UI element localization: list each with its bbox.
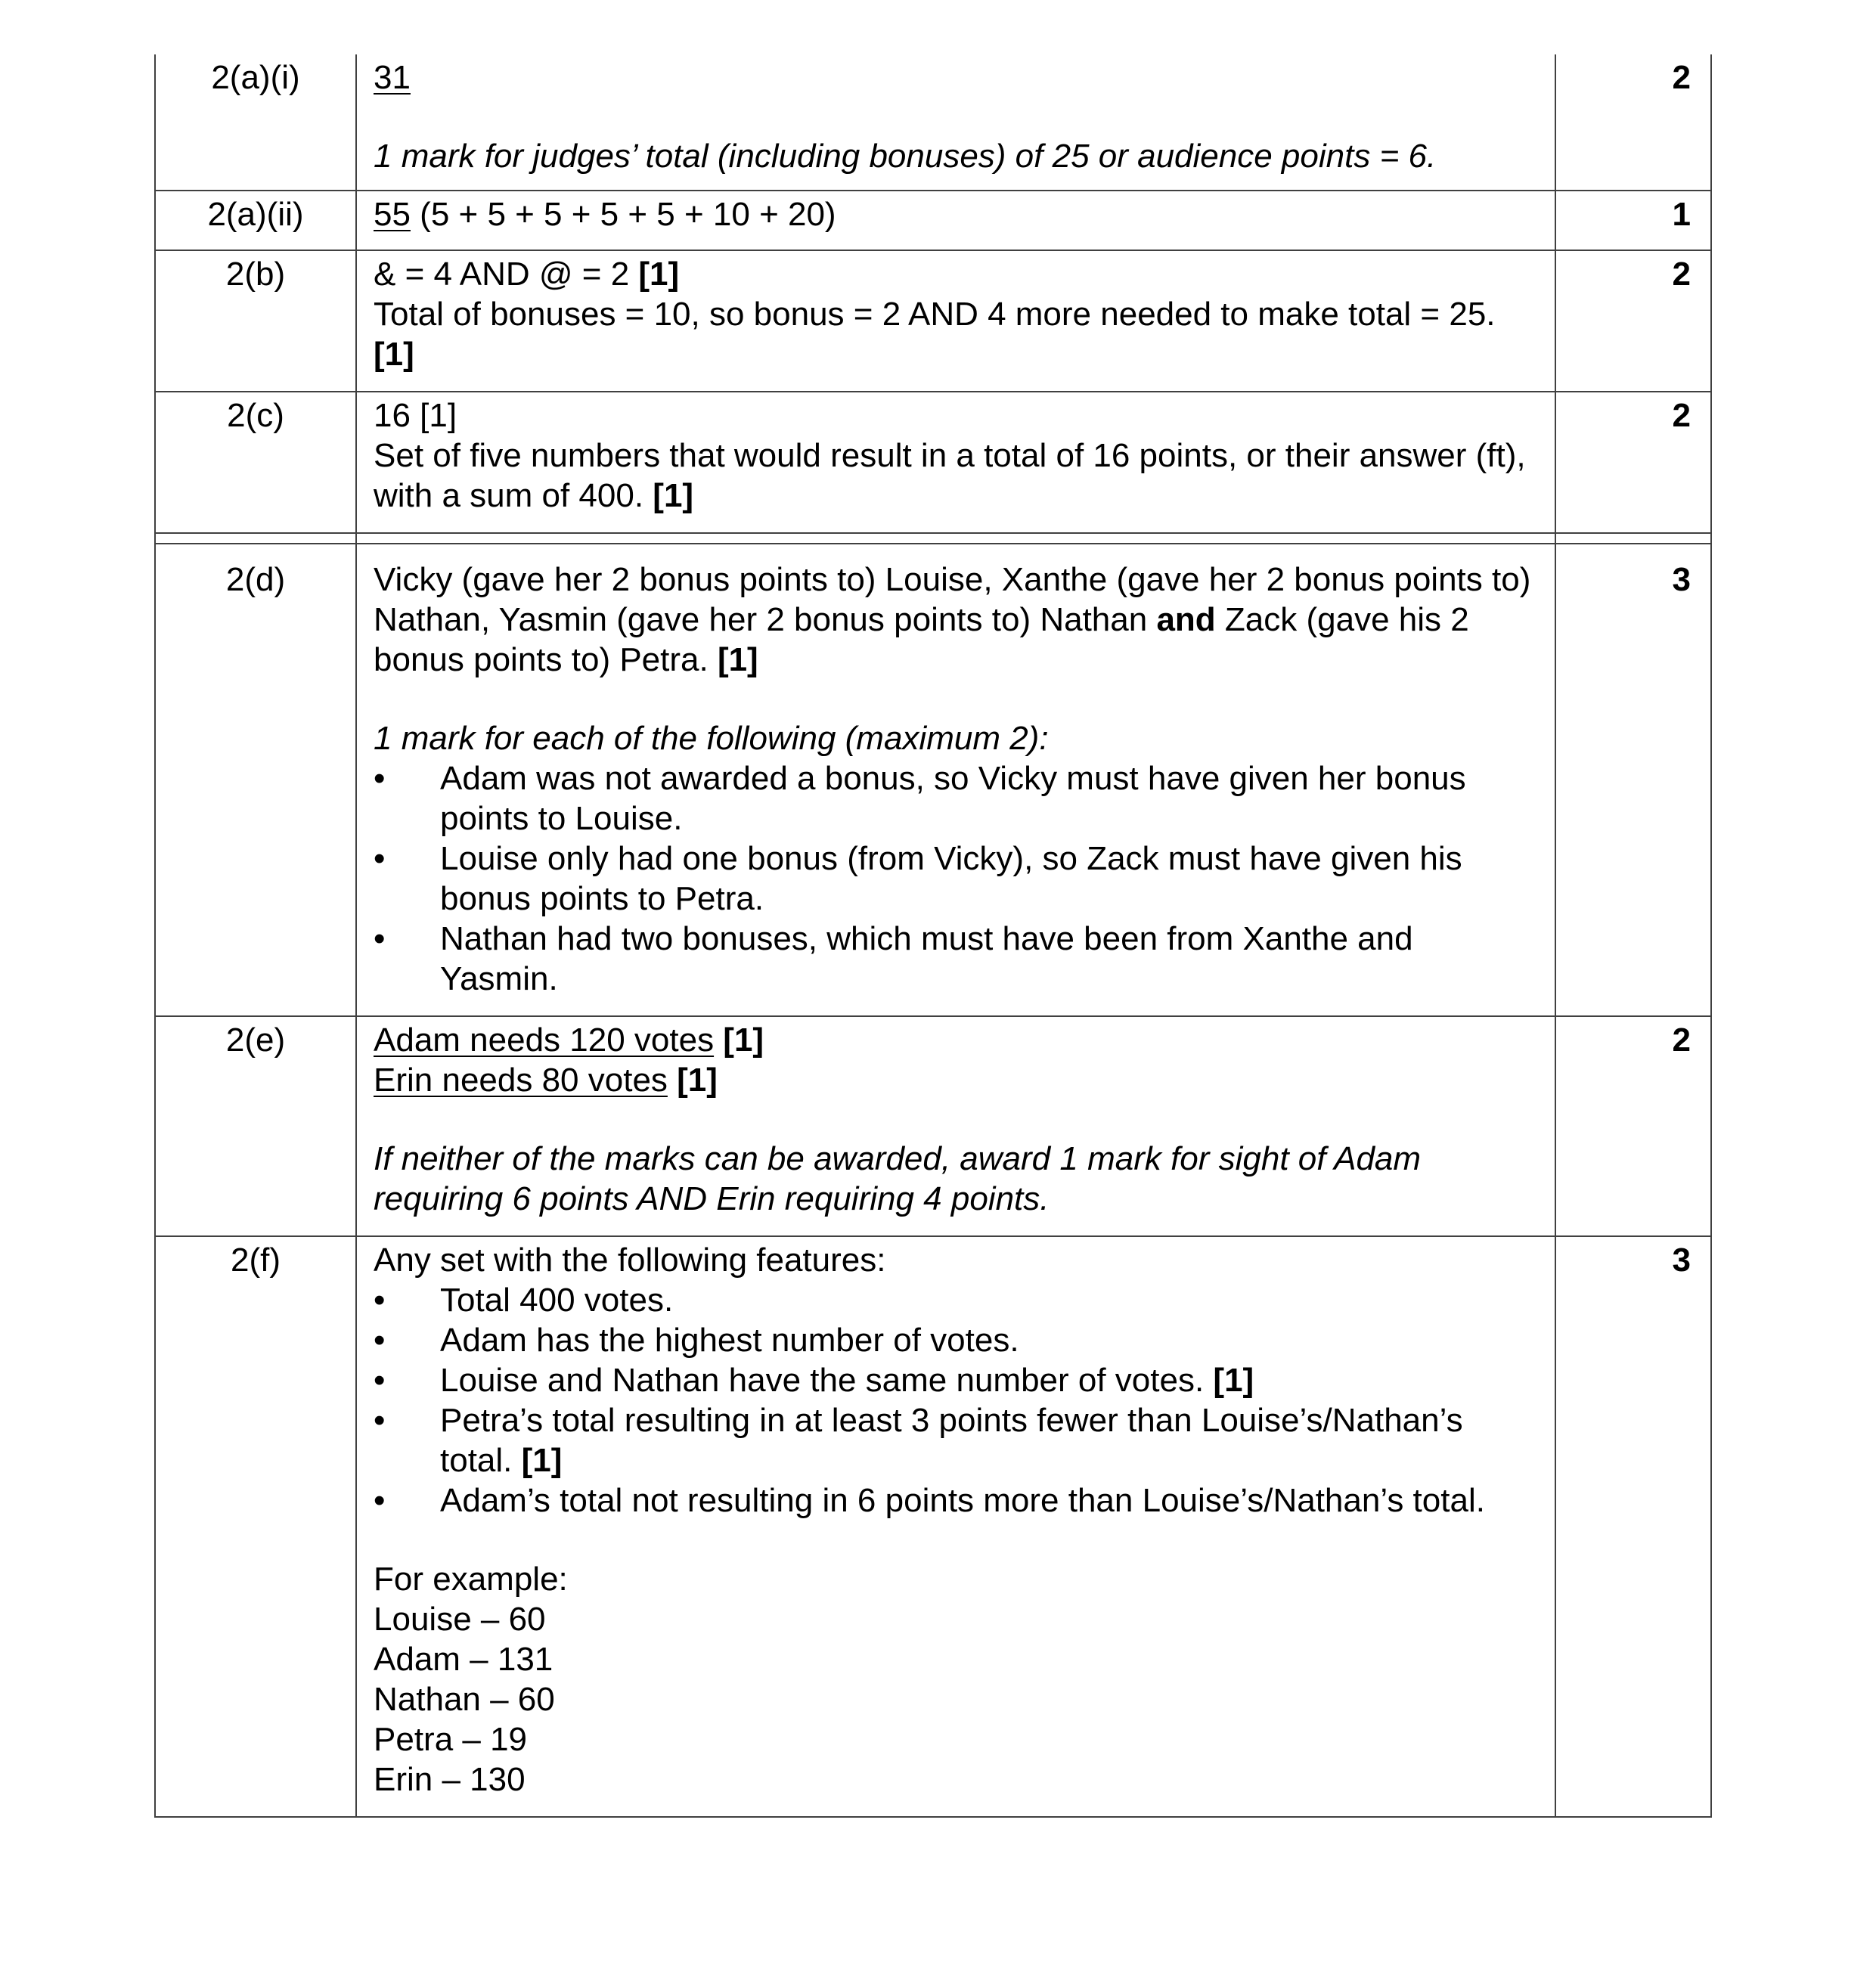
- question-number: 2(d): [155, 544, 356, 1016]
- table-row: [155, 1236, 1711, 1817]
- answer-value: Adam needs 120 votes: [374, 1022, 715, 1059]
- question-number: 2(f): [155, 1236, 356, 1817]
- marks-value: 1: [1555, 191, 1711, 250]
- marks-value: 3: [1555, 1236, 1711, 1817]
- table-row: [155, 191, 1711, 250]
- answer-text: 16 [1]: [374, 397, 457, 434]
- example-label: For example:: [374, 1561, 568, 1598]
- example-line: Petra – 19: [374, 1721, 528, 1758]
- bullet-point: • Total 400 votes.: [374, 1280, 1536, 1320]
- mark-tag: [1]: [638, 256, 680, 293]
- answer-emphasis: and: [1156, 601, 1216, 638]
- table-row: [155, 544, 1711, 1016]
- marking-note: If neither of the marks can be awarded, award 1 mark for sight of Adam requiring 6 points AND Erin requiring 4 points.: [374, 1140, 1422, 1217]
- mark-scheme-table: [154, 54, 1712, 1818]
- table-row: [155, 392, 1711, 533]
- mark-tag: [1]: [717, 641, 758, 678]
- bullet-text: Louise and Nathan have the same number of votes.: [440, 1362, 1214, 1399]
- answer-value: Erin needs 80 votes: [374, 1062, 668, 1099]
- bullet-point: • Louise only had one bonus (from Vicky), so Zack must have given his bonus points to Petra.: [374, 839, 1536, 919]
- question-number: 2(a)(i): [155, 54, 356, 191]
- table-row: [155, 54, 1711, 191]
- marks-value: 2: [1555, 54, 1711, 191]
- example-line: Nathan – 60: [374, 1681, 555, 1718]
- mark-tag: [1]: [521, 1442, 563, 1479]
- mark-tag: [1]: [667, 1062, 718, 1099]
- bullet-point: [374, 1400, 1536, 1480]
- example-line: Louise – 60: [374, 1601, 546, 1638]
- bullet-point: [374, 1360, 1536, 1400]
- mark-tag: [1]: [714, 1022, 764, 1059]
- bullet-text: Petra’s total resulting in at least 3 points fewer than Louise’s/Nathan’s total.: [440, 1402, 1463, 1479]
- bullet-point: • Nathan had two bonuses, which must have been from Xanthe and Yasmin.: [374, 919, 1536, 999]
- marks-value: 2: [1555, 250, 1711, 392]
- marking-note: 1 mark for each of the following (maximum 2):: [374, 720, 1049, 757]
- table-row: [155, 250, 1711, 392]
- question-number: 2(e): [155, 1016, 356, 1236]
- answer-cell: [356, 544, 1555, 1016]
- marks-value: 3: [1555, 544, 1711, 1016]
- answer-value: 55: [374, 196, 411, 233]
- answer-value: 31: [374, 59, 411, 96]
- bullet-point: • Adam’s total not resulting in 6 points more than Louise’s/Nathan’s total.: [374, 1480, 1536, 1521]
- answer-cell: [356, 191, 1555, 250]
- marks-value: 2: [1555, 392, 1711, 533]
- example-line: Erin – 130: [374, 1761, 526, 1798]
- mark-tag: [1]: [1213, 1362, 1254, 1399]
- answer-text: Zack (gave his 2 bonus points to) Petra.: [374, 601, 1469, 678]
- bullet-point: • Adam was not awarded a bonus, so Vicky must have given her bonus points to Louise.: [374, 758, 1536, 839]
- answer-cell: [356, 250, 1555, 392]
- answer-cell: [356, 1236, 1555, 1817]
- mark-tag: [1]: [374, 336, 414, 373]
- example-line: Adam – 131: [374, 1641, 553, 1678]
- answer-text: Set of five numbers that would result in a total of 16 points, or their answer (ft), with a sum of 400.: [374, 437, 1526, 514]
- answer-text: & = 4 AND @ = 2: [374, 256, 639, 293]
- marks-value: 2: [1555, 1016, 1711, 1236]
- answer-cell: [356, 392, 1555, 533]
- answer-working: (5 + 5 + 5 + 5 + 5 + 10 + 20): [410, 196, 836, 233]
- answer-cell: [356, 1016, 1555, 1236]
- question-number: 2(b): [155, 250, 356, 392]
- question-number: 2(c): [155, 392, 356, 533]
- mark-tag: [1]: [653, 477, 694, 514]
- row-divider: [155, 533, 1711, 544]
- table-row: [155, 1016, 1711, 1236]
- marking-note: 1 mark for judges’ total (including bonuses) of 25 or audience points = 6.: [374, 138, 1437, 175]
- answer-text: Vicky (gave her 2 bonus points to) Louise, Xanthe (gave her 2 bonus points to) Nathan, Yasmin (gave her 2 bonus points to) Nathan: [374, 561, 1531, 638]
- answer-cell: [356, 54, 1555, 191]
- bullet-point: • Adam has the highest number of votes.: [374, 1320, 1536, 1360]
- answer-text: Total of bonuses = 10, so bonus = 2 AND 4 more needed to make total = 25.: [374, 296, 1496, 333]
- answer-text: Any set with the following features:: [374, 1242, 886, 1279]
- question-number: 2(a)(ii): [155, 191, 356, 250]
